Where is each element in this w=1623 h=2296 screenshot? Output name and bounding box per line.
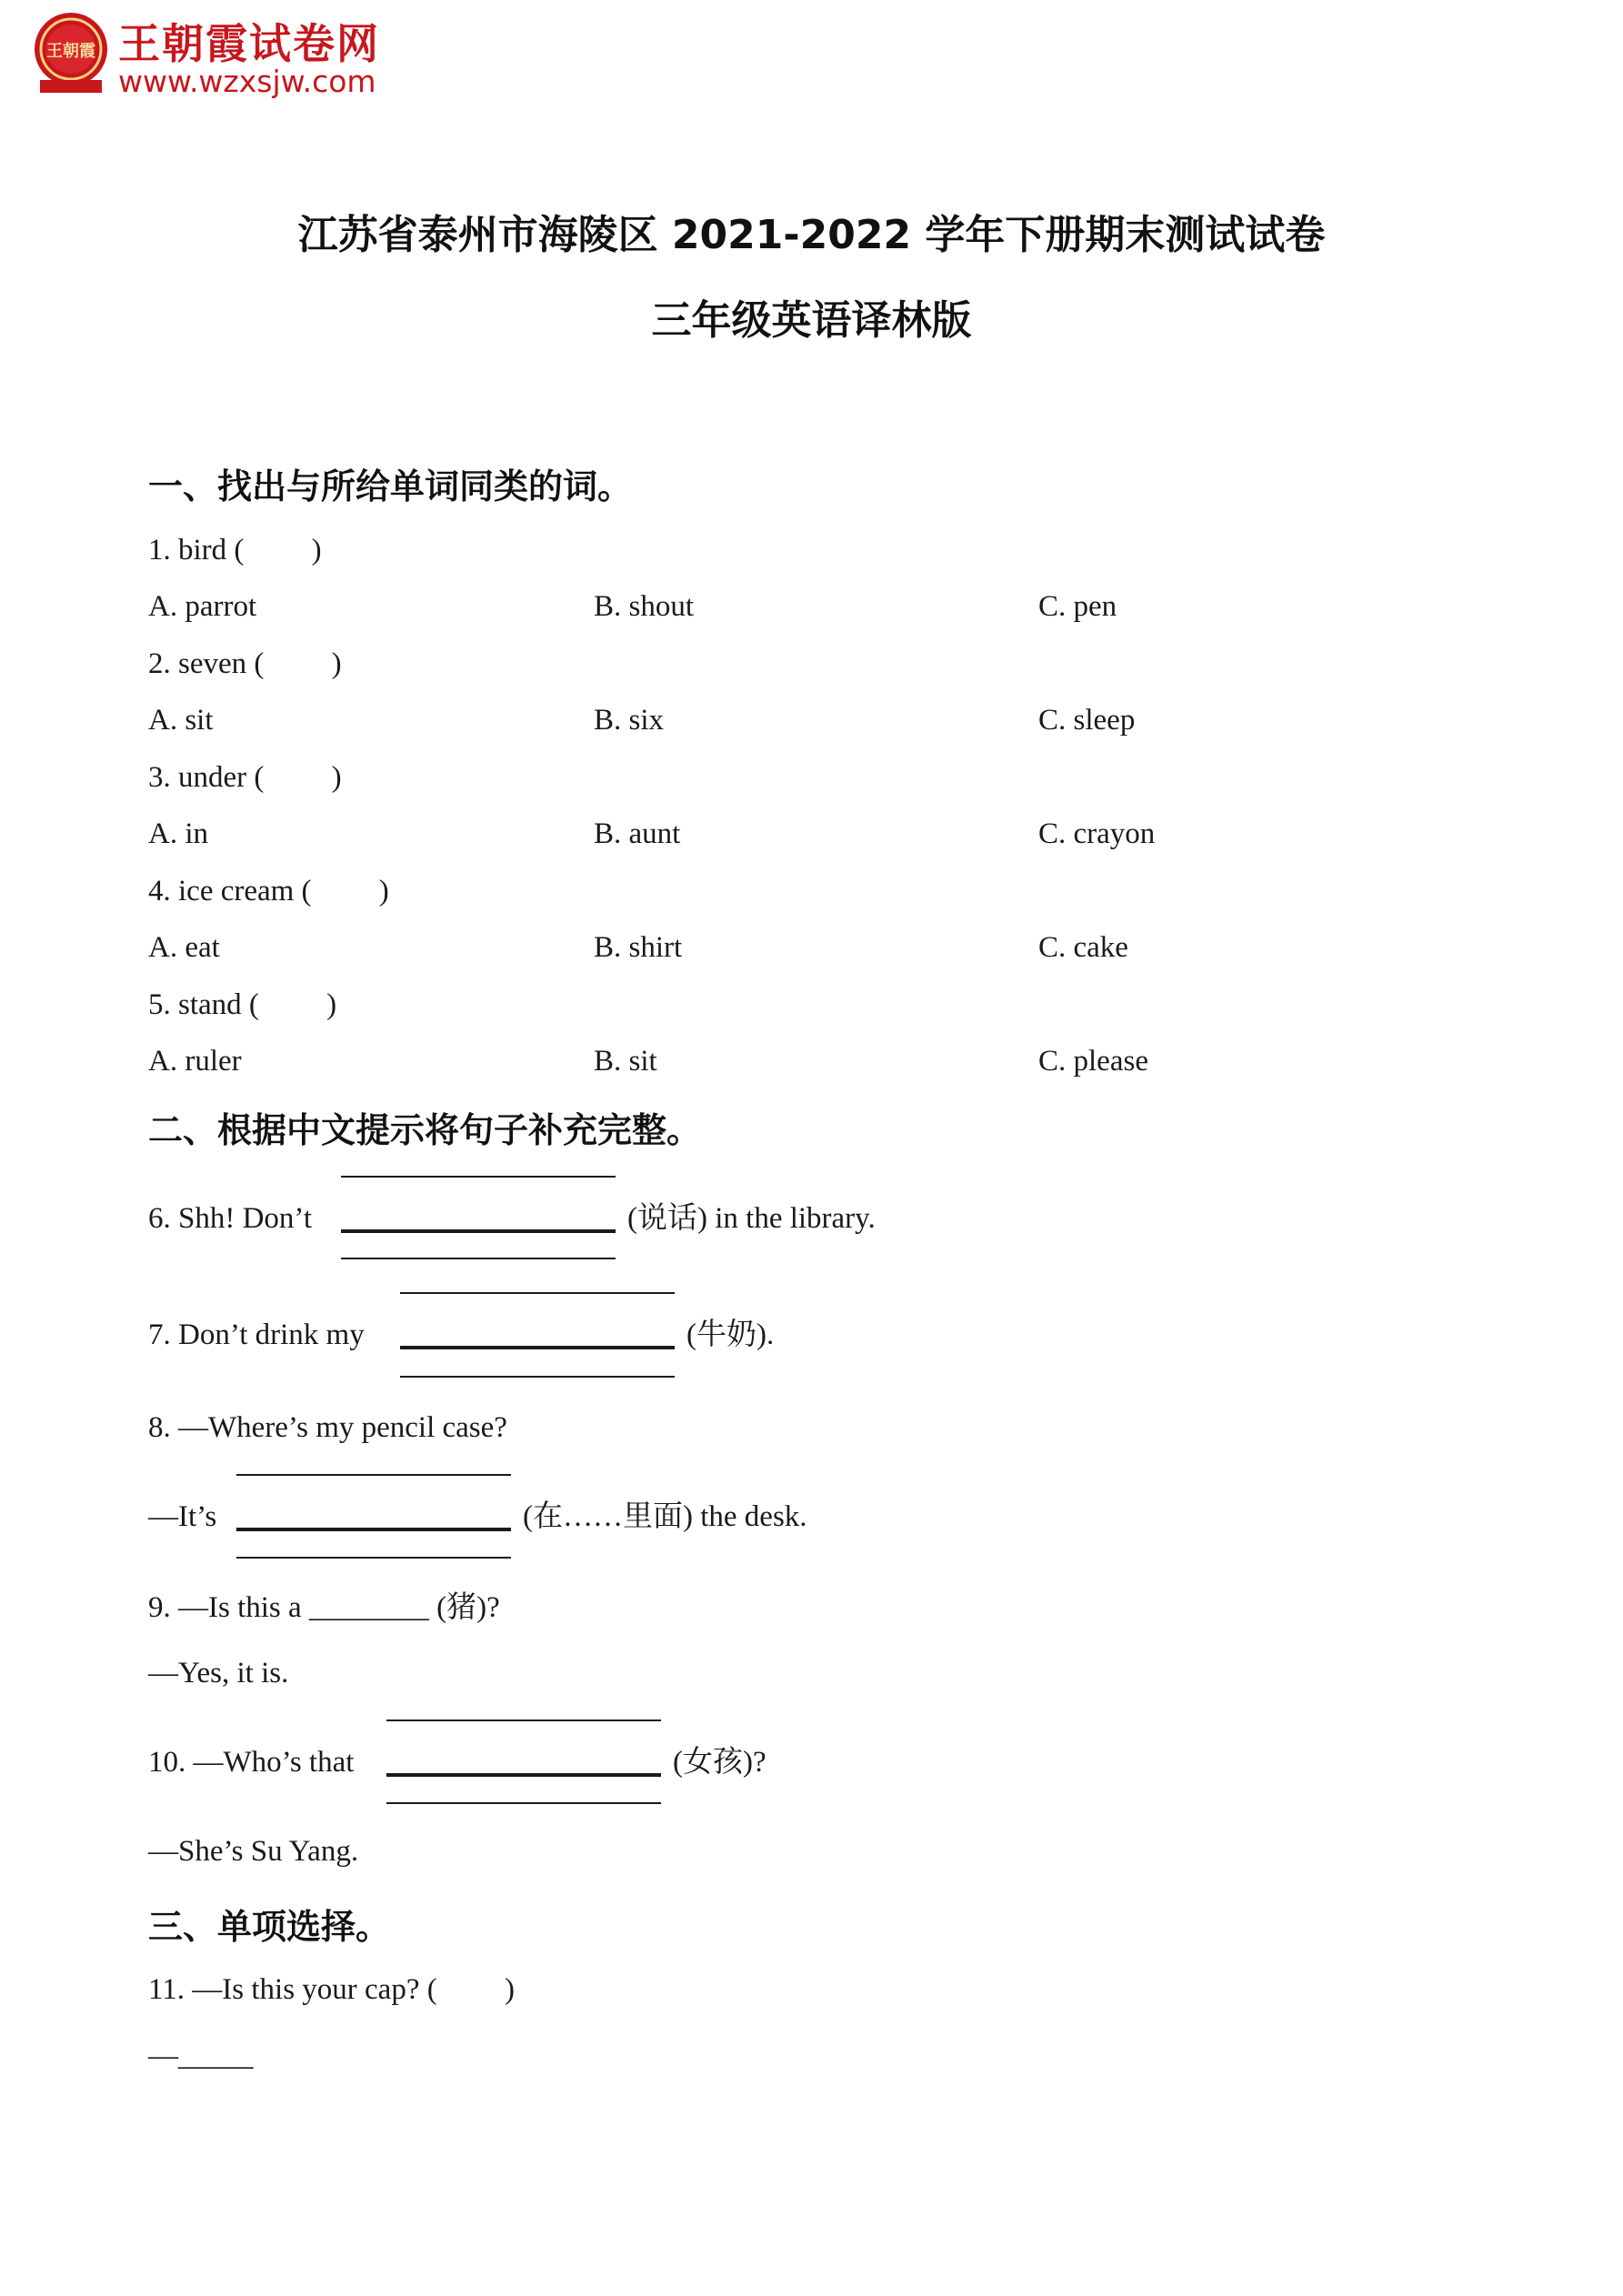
q3-option-b: B. aunt [594, 817, 681, 850]
q3-option-c: C. crayon [1038, 817, 1156, 850]
q5-stem: 5. stand ( ) [148, 988, 337, 1021]
q2-option-b: B. six [594, 704, 665, 737]
q8-prefix: —It’s [148, 1500, 217, 1533]
q7-prefix: 7. Don’t drink my [148, 1318, 365, 1351]
q9-question: 9. —Is this a ________ (猪)? [148, 1591, 500, 1624]
q7-writing-line-top [400, 1292, 675, 1294]
logo-url[interactable]: www.wzxsjw.com [118, 64, 376, 99]
q5-option-b: B. sit [594, 1045, 657, 1078]
q11-answer: —_____ [148, 2040, 254, 2072]
q4-stem: 4. ice cream ( ) [148, 875, 389, 907]
q4-option-c: C. cake [1038, 931, 1128, 964]
q9-answer: —Yes, it is. [148, 1657, 289, 1689]
q6-suffix: (说话) in the library. [627, 1202, 876, 1235]
q3-stem: 3. under ( ) [148, 761, 342, 794]
q11-question: 11. —Is this your cap? ( ) [148, 1973, 515, 2006]
q8-writing-line-bottom [236, 1557, 511, 1559]
q4-option-b: B. shirt [594, 931, 683, 964]
q8-answer-line[interactable] [236, 1528, 511, 1531]
q10-answer: —She’s Su Yang. [148, 1835, 359, 1868]
q1-option-a: A. parrot [148, 590, 257, 623]
q10-writing-line-top [386, 1719, 661, 1721]
q8-question: 8. —Where’s my pencil case? [148, 1411, 507, 1444]
q2-stem: 2. seven ( ) [148, 647, 342, 680]
q8-writing-line-top [236, 1474, 511, 1476]
q10-answer-line[interactable] [386, 1773, 661, 1777]
q2-option-c: C. sleep [1038, 704, 1136, 737]
q10-writing-line-bottom [386, 1802, 661, 1804]
section1-heading: 一、找出与所给单词同类的词。 [148, 466, 633, 506]
logo-emblem-text: 王朝霞 [46, 42, 95, 61]
logo-emblem [27, 9, 115, 96]
q8-suffix: (在……里面) the desk. [523, 1500, 807, 1533]
q7-writing-line-bottom [400, 1376, 675, 1378]
q4-option-a: A. eat [148, 931, 220, 964]
q3-option-a: A. in [148, 817, 208, 850]
q5-option-c: C. please [1038, 1045, 1148, 1078]
q6-writing-line-top [341, 1176, 616, 1178]
q1-option-b: B. shout [594, 590, 695, 623]
q10-prefix: 10. —Who’s that [148, 1746, 355, 1779]
q5-option-a: A. ruler [148, 1045, 242, 1078]
section3-heading: 三、单项选择。 [148, 1907, 391, 1947]
q6-prefix: 6. Shh! Don’t [148, 1202, 312, 1235]
exam-title: 江苏省泰州市海陵区 2021-2022 学年下册期末测试试卷 [297, 212, 1326, 258]
q6-writing-line-bottom [341, 1258, 616, 1259]
q7-suffix: (牛奶). [686, 1318, 775, 1351]
q1-option-c: C. pen [1038, 590, 1117, 623]
q6-answer-line[interactable] [341, 1229, 616, 1233]
section2-heading: 二、根据中文提示将句子补充完整。 [148, 1110, 702, 1150]
q1-stem: 1. bird ( ) [148, 534, 322, 566]
q10-suffix: (女孩)? [673, 1746, 766, 1779]
logo-name: 王朝霞试卷网 [118, 19, 380, 68]
exam-subtitle: 三年级英语译林版 [651, 297, 972, 344]
q2-option-a: A. sit [148, 704, 214, 737]
q7-answer-line[interactable] [400, 1346, 675, 1349]
